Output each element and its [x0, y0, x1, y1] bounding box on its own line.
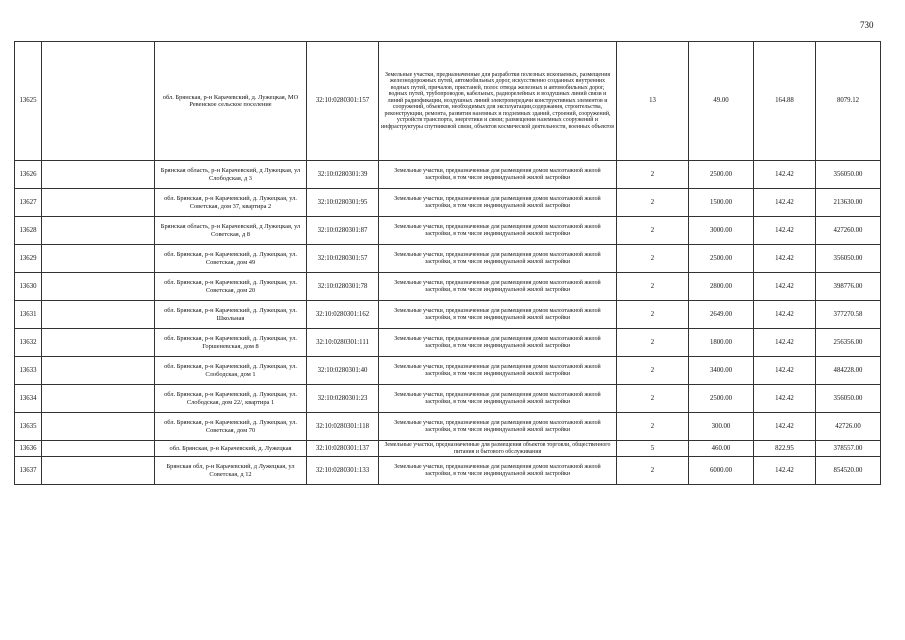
group-cell: 2 [617, 301, 689, 329]
area-cell: 2800.00 [689, 273, 754, 301]
area-cell: 2500.00 [689, 161, 754, 189]
empty-cell [42, 385, 155, 413]
address-cell: Брянская область, р-н Карачевский, д Лужецкая, ул Слободская, д 3 [155, 161, 307, 189]
rate-cell: 142.42 [754, 413, 816, 441]
land-use-cell: Земельные участки, предназначенные для размещения домов малоэтажной жилой застройки, в том числе индивидуальной жилой застройки [379, 273, 617, 301]
address-cell: Брянская область, р-н Карачевский, д Лужецкая, ул Советская, д 8 [155, 217, 307, 245]
cadastral-number-cell: 32:10:0280301:78 [307, 273, 379, 301]
land-use-cell: Земельные участки, предназначенные для размещения домов малоэтажной жилой застройки, в том числе индивидуальной жилой застройки [379, 217, 617, 245]
rate-cell: 142.42 [754, 245, 816, 273]
area-cell: 2500.00 [689, 245, 754, 273]
land-use-cell: Земельные участки, предназначенные для размещения домов малоэтажной жилой застройки, в том числе индивидуальной жилой застройки [379, 385, 617, 413]
area-cell: 49.00 [689, 42, 754, 161]
group-cell: 2 [617, 413, 689, 441]
cadastral-value-cell: 356050.00 [816, 245, 881, 273]
row-number: 13631 [15, 301, 42, 329]
land-use-cell: Земельные участки, предназначенные для размещения домов малоэтажной жилой застройки, в том числе индивидуальной жилой застройки [379, 189, 617, 217]
rate-cell: 164.88 [754, 42, 816, 161]
table-row [15, 217, 881, 245]
land-use-cell: Земельные участки, предназначенные для разработки полезных ископаемых, размещения железнодорожных путей, автомобильных дорог, искусственно созданных внутренних водных путей, причалов, пристаней, полос отвода железных и автомобильных дорог, водных путей, трубопроводов, кабельных, радиорелейных и воздушных линий связи и линий радиофикации, воздушных линий электропередачи конструктивных элементов и сооружений, объектов, необходимых для эксплуатации,содержания, строительства, реконструкции, ремонта, развития наземных и подземных зданий, строений, сооружений, устройств транспорта, энергетики и связи; размещения наземных сооружений и инфраструктуры спутниковой связи, объектов космической деятельности, военных объектов [379, 42, 617, 161]
table-row [15, 245, 881, 273]
group-cell: 13 [617, 42, 689, 161]
group-cell: 2 [617, 245, 689, 273]
cadastral-value-table [14, 41, 881, 485]
rate-cell: 142.42 [754, 217, 816, 245]
address-cell: обл. Брянская, р-н Карачевский, д. Лужецкая, ул. Школьная [155, 301, 307, 329]
area-cell: 1500.00 [689, 189, 754, 217]
land-use-cell: Земельные участки, предназначенные для размещения домов малоэтажной жилой застройки, в том числе индивидуальной жилой застройки [379, 161, 617, 189]
land-use-cell: Земельные участки, предназначенные для размещения объектов торговли, общественного питания и бытового обслуживания [379, 441, 617, 457]
table-row [15, 441, 881, 457]
address-cell: Брянская обл, р-н Карачевский, д Лужецкая, ул Советская, д 12 [155, 457, 307, 485]
group-cell: 2 [617, 457, 689, 485]
group-cell: 2 [617, 217, 689, 245]
cadastral-value-cell: 484228.00 [816, 357, 881, 385]
table-body [15, 42, 881, 485]
row-number: 13627 [15, 189, 42, 217]
rate-cell: 142.42 [754, 301, 816, 329]
table-row [15, 42, 881, 161]
group-cell: 2 [617, 161, 689, 189]
land-use-cell: Земельные участки, предназначенные для размещения домов малоэтажной жилой застройки, в том числе индивидуальной жилой застройки [379, 413, 617, 441]
row-number: 13637 [15, 457, 42, 485]
table-row [15, 413, 881, 441]
row-number: 13636 [15, 441, 42, 457]
rate-cell: 142.42 [754, 273, 816, 301]
area-cell: 3400.00 [689, 357, 754, 385]
address-cell: обл. Брянская, р-н Карачевский, д. Лужецкая, ул. Слободская, дом 1 [155, 357, 307, 385]
area-cell: 3000.00 [689, 217, 754, 245]
land-use-cell: Земельные участки, предназначенные для размещения домов малоэтажной жилой застройки, в том числе индивидуальной жилой застройки [379, 357, 617, 385]
empty-cell [42, 301, 155, 329]
page-number: 730 [860, 20, 874, 30]
group-cell: 2 [617, 357, 689, 385]
cadastral-number-cell: 32:10:0280301:57 [307, 245, 379, 273]
land-use-cell: Земельные участки, предназначенные для размещения домов малоэтажной жилой застройки, в том числе индивидуальной жилой застройки [379, 245, 617, 273]
row-number: 13632 [15, 329, 42, 357]
group-cell: 2 [617, 329, 689, 357]
table-row [15, 301, 881, 329]
empty-cell [42, 42, 155, 161]
cadastral-number-cell: 32:10:0280301:40 [307, 357, 379, 385]
table-row [15, 457, 881, 485]
empty-cell [42, 245, 155, 273]
address-cell: обл. Брянская, р-н Карачевский, д. Лужецкая, ул. Слободская, дом 22/, квартира 1 [155, 385, 307, 413]
table-row [15, 329, 881, 357]
row-number: 13634 [15, 385, 42, 413]
row-number: 13633 [15, 357, 42, 385]
empty-cell [42, 161, 155, 189]
rate-cell: 142.42 [754, 357, 816, 385]
group-cell: 2 [617, 189, 689, 217]
group-cell: 2 [617, 385, 689, 413]
row-number: 13628 [15, 217, 42, 245]
group-cell: 5 [617, 441, 689, 457]
row-number: 13626 [15, 161, 42, 189]
address-cell: обл. Брянская, р-н Карачевский, д. Лужецкая, ул. Советская, дом 37, квартира 2 [155, 189, 307, 217]
table-row [15, 385, 881, 413]
empty-cell [42, 457, 155, 485]
cadastral-number-cell: 32:10:0280301:133 [307, 457, 379, 485]
address-cell: обл. Брянская, р-н Карачевский, д. Лужецкая, МО Ревенское сельское поселение [155, 42, 307, 161]
empty-cell [42, 189, 155, 217]
rate-cell: 142.42 [754, 457, 816, 485]
land-use-cell: Земельные участки, предназначенные для размещения домов малоэтажной жилой застройки, в том числе индивидуальной жилой застройки [379, 329, 617, 357]
cadastral-number-cell: 32:10:0280301:39 [307, 161, 379, 189]
row-number: 13625 [15, 42, 42, 161]
table-row [15, 161, 881, 189]
cadastral-value-cell: 8079.12 [816, 42, 881, 161]
empty-cell [42, 273, 155, 301]
rate-cell: 142.42 [754, 189, 816, 217]
area-cell: 300.00 [689, 413, 754, 441]
table-row [15, 189, 881, 217]
cadastral-number-cell: 32:10:0280301:87 [307, 217, 379, 245]
area-cell: 6000.00 [689, 457, 754, 485]
area-cell: 1800.00 [689, 329, 754, 357]
address-cell: обл. Брянская, р-н Карачевский, д. Лужецкая, ул. Советская, дом 20 [155, 273, 307, 301]
group-cell: 2 [617, 273, 689, 301]
rate-cell: 822.95 [754, 441, 816, 457]
cadastral-value-cell: 378557.00 [816, 441, 881, 457]
empty-cell [42, 357, 155, 385]
cadastral-number-cell: 32:10:0280301:111 [307, 329, 379, 357]
table-row [15, 357, 881, 385]
address-cell: обл. Брянская, р-н Карачевский, д. Лужецкая, ул. Советская, дом 70 [155, 413, 307, 441]
cadastral-value-cell: 398776.00 [816, 273, 881, 301]
cadastral-number-cell: 32:10:0280301:118 [307, 413, 379, 441]
cadastral-number-cell: 32:10:0280301:95 [307, 189, 379, 217]
cadastral-value-cell: 377270.58 [816, 301, 881, 329]
cadastral-value-cell: 42726.00 [816, 413, 881, 441]
area-cell: 460.00 [689, 441, 754, 457]
empty-cell [42, 329, 155, 357]
row-number: 13629 [15, 245, 42, 273]
row-number: 13630 [15, 273, 42, 301]
empty-cell [42, 413, 155, 441]
cadastral-number-cell: 32:10:0280301:137 [307, 441, 379, 457]
land-use-cell: Земельные участки, предназначенные для размещения домов малоэтажной жилой застройки, в том числе индивидуальной жилой застройки [379, 301, 617, 329]
address-cell: обл. Брянская, р-н Карачевский, д. Лужецкая, ул. Горшеневская, дом 8 [155, 329, 307, 357]
cadastral-value-cell: 256356.00 [816, 329, 881, 357]
empty-cell [42, 441, 155, 457]
rate-cell: 142.42 [754, 329, 816, 357]
cadastral-value-cell: 854520.00 [816, 457, 881, 485]
cadastral-value-cell: 356050.00 [816, 385, 881, 413]
empty-cell [42, 217, 155, 245]
rate-cell: 142.42 [754, 385, 816, 413]
address-cell: обл. Брянская, р-н Карачевский, д. Лужецкая [155, 441, 307, 457]
cadastral-value-cell: 356050.00 [816, 161, 881, 189]
area-cell: 2500.00 [689, 385, 754, 413]
cadastral-value-cell: 213630.00 [816, 189, 881, 217]
land-use-cell: Земельные участки, предназначенные для размещения домов малоэтажной жилой застройки, в том числе индивидуальной жилой застройки [379, 457, 617, 485]
cadastral-value-cell: 427260.00 [816, 217, 881, 245]
address-cell: обл. Брянская, р-н Карачевский, д. Лужецкая, ул. Советская, дом 49 [155, 245, 307, 273]
table-row [15, 273, 881, 301]
cadastral-number-cell: 32:10:0280301:157 [307, 42, 379, 161]
rate-cell: 142.42 [754, 161, 816, 189]
cadastral-number-cell: 32:10:0280301:23 [307, 385, 379, 413]
area-cell: 2649.00 [689, 301, 754, 329]
row-number: 13635 [15, 413, 42, 441]
cadastral-number-cell: 32:10:0280301:162 [307, 301, 379, 329]
